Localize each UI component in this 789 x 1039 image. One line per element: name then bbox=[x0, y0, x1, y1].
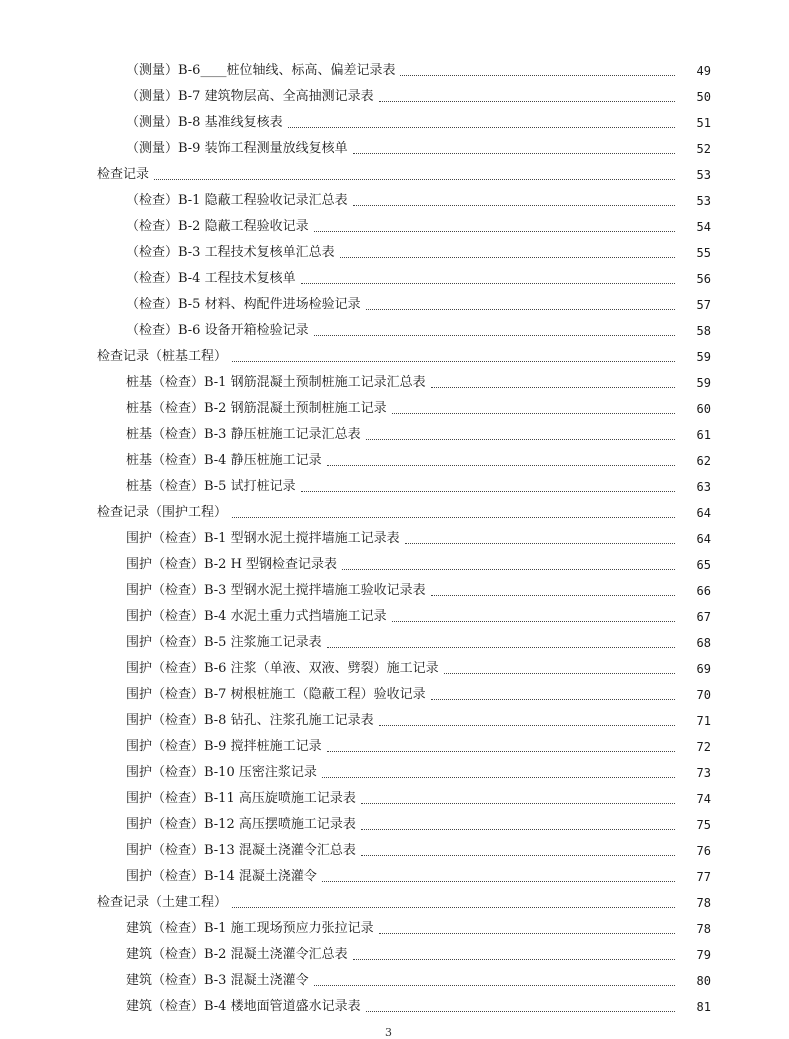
toc-entry-label: 检查记录（围护工程） bbox=[97, 505, 228, 520]
toc-entry[interactable] bbox=[0, 292, 789, 318]
table-of-contents bbox=[0, 58, 789, 1020]
toc-entry-label: 建筑（检查）B-3 混凝土浇灌令 bbox=[126, 973, 309, 988]
toc-entry[interactable] bbox=[0, 552, 789, 578]
toc-entry-label: 围护（检查）B-1 型钢水泥土搅拌墙施工记录表 bbox=[126, 531, 400, 546]
toc-entry-page-number: 81 bbox=[696, 1000, 711, 1014]
toc-section-entry[interactable] bbox=[0, 890, 789, 916]
toc-entry-page-number: 64 bbox=[696, 506, 711, 520]
toc-entry-page-number: 66 bbox=[696, 584, 711, 598]
toc-entry-page-number: 72 bbox=[696, 740, 711, 754]
toc-dot-leader bbox=[392, 413, 675, 414]
toc-entry-label: （检查）B-1 隐蔽工程验收记录汇总表 bbox=[126, 193, 348, 208]
toc-dot-leader bbox=[366, 1011, 675, 1012]
toc-entry-page-number: 61 bbox=[696, 428, 711, 442]
toc-dot-leader bbox=[327, 647, 675, 648]
toc-dot-leader bbox=[366, 439, 675, 440]
toc-entry-page-number: 52 bbox=[696, 142, 711, 156]
toc-entry-page-number: 64 bbox=[696, 532, 711, 546]
toc-entry-label: 围护（检查）B-12 高压摆喷施工记录表 bbox=[126, 817, 356, 832]
toc-dot-leader bbox=[400, 75, 675, 76]
toc-entry-label: （测量）B-9 装饰工程测量放线复核单 bbox=[126, 141, 348, 156]
toc-entry-label: 桩基（检查）B-1 钢筋混凝土预制桩施工记录汇总表 bbox=[126, 375, 426, 390]
toc-entry[interactable] bbox=[0, 630, 789, 656]
toc-entry-label: （检查）B-4 工程技术复核单 bbox=[126, 271, 296, 286]
toc-entry[interactable] bbox=[0, 110, 789, 136]
toc-dot-leader bbox=[327, 751, 675, 752]
toc-entry-label: 围护（检查）B-8 钻孔、注浆孔施工记录表 bbox=[126, 713, 374, 728]
toc-entry[interactable] bbox=[0, 526, 789, 552]
toc-entry[interactable] bbox=[0, 448, 789, 474]
toc-entry[interactable] bbox=[0, 994, 789, 1020]
toc-dot-leader bbox=[327, 465, 675, 466]
toc-entry-page-number: 59 bbox=[696, 376, 711, 390]
toc-entry-label: （检查）B-5 材料、构配件进场检验记录 bbox=[126, 297, 361, 312]
toc-entry[interactable] bbox=[0, 422, 789, 448]
toc-entry[interactable] bbox=[0, 916, 789, 942]
toc-dot-leader bbox=[353, 205, 675, 206]
toc-entry[interactable] bbox=[0, 58, 789, 84]
toc-entry-label: （检查）B-6 设备开箱检验记录 bbox=[126, 323, 309, 338]
toc-entry-page-number: 57 bbox=[696, 298, 711, 312]
toc-entry-label: 围护（检查）B-13 混凝土浇灌令汇总表 bbox=[126, 843, 356, 858]
toc-entry-label: 建筑（检查）B-1 施工现场预应力张拉记录 bbox=[126, 921, 374, 936]
toc-entry[interactable] bbox=[0, 396, 789, 422]
toc-dot-leader bbox=[361, 829, 675, 830]
toc-entry-label: 检查记录（土建工程） bbox=[97, 895, 228, 910]
toc-dot-leader bbox=[322, 881, 675, 882]
toc-entry[interactable] bbox=[0, 734, 789, 760]
toc-entry-label: （测量）B-6____桩位轴线、标高、偏差记录表 bbox=[126, 63, 396, 78]
toc-dot-leader bbox=[232, 907, 675, 908]
toc-dot-leader bbox=[232, 517, 675, 518]
toc-entry-label: 检查记录（桩基工程） bbox=[97, 349, 228, 364]
toc-entry-page-number: 51 bbox=[696, 116, 711, 130]
toc-entry[interactable] bbox=[0, 240, 789, 266]
toc-entry[interactable] bbox=[0, 942, 789, 968]
toc-entry-page-number: 63 bbox=[696, 480, 711, 494]
toc-entry-page-number: 53 bbox=[696, 168, 711, 182]
toc-entry[interactable] bbox=[0, 760, 789, 786]
toc-entry[interactable] bbox=[0, 838, 789, 864]
footer-page-number: 3 bbox=[385, 1026, 392, 1039]
toc-dot-leader bbox=[353, 959, 675, 960]
toc-entry-page-number: 71 bbox=[696, 714, 711, 728]
toc-dot-leader bbox=[314, 231, 675, 232]
toc-entry-label: 桩基（检查）B-5 试打桩记录 bbox=[126, 479, 296, 494]
toc-dot-leader bbox=[340, 257, 675, 258]
toc-entry-label: 围护（检查）B-9 搅拌桩施工记录 bbox=[126, 739, 322, 754]
toc-dot-leader bbox=[379, 101, 675, 102]
toc-entry[interactable] bbox=[0, 968, 789, 994]
toc-entry[interactable] bbox=[0, 604, 789, 630]
toc-entry-label: 围护（检查）B-6 注浆（单液、双液、劈裂）施工记录 bbox=[126, 661, 439, 676]
toc-entry-label: 围护（检查）B-3 型钢水泥土搅拌墙施工验收记录表 bbox=[126, 583, 426, 598]
toc-entry-page-number: 73 bbox=[696, 766, 711, 780]
toc-entry[interactable] bbox=[0, 786, 789, 812]
toc-entry-label: 桩基（检查）B-3 静压桩施工记录汇总表 bbox=[126, 427, 361, 442]
toc-dot-leader bbox=[342, 569, 675, 570]
toc-entry-label: 围护（检查）B-2 H 型钢检查记录表 bbox=[126, 557, 338, 572]
toc-entry[interactable] bbox=[0, 370, 789, 396]
toc-entry-page-number: 69 bbox=[696, 662, 711, 676]
toc-entry[interactable] bbox=[0, 864, 789, 890]
toc-entry-page-number: 76 bbox=[696, 844, 711, 858]
toc-entry[interactable] bbox=[0, 474, 789, 500]
toc-entry[interactable] bbox=[0, 656, 789, 682]
toc-dot-leader bbox=[361, 855, 675, 856]
toc-entry-page-number: 56 bbox=[696, 272, 711, 286]
toc-entry-label: 围护（检查）B-14 混凝土浇灌令 bbox=[126, 869, 317, 884]
toc-entry-page-number: 68 bbox=[696, 636, 711, 650]
toc-dot-leader bbox=[361, 803, 675, 804]
toc-entry-page-number: 62 bbox=[696, 454, 711, 468]
toc-dot-leader bbox=[379, 725, 675, 726]
toc-entry-label: （测量）B-7 建筑物层高、全高抽测记录表 bbox=[126, 89, 374, 104]
toc-section-entry[interactable] bbox=[0, 162, 789, 188]
toc-entry-page-number: 55 bbox=[696, 246, 711, 260]
toc-entry-label: 围护（检查）B-11 高压旋喷施工记录表 bbox=[126, 791, 356, 806]
toc-dot-leader bbox=[379, 933, 675, 934]
toc-entry[interactable] bbox=[0, 318, 789, 344]
toc-entry-page-number: 50 bbox=[696, 90, 711, 104]
toc-entry-page-number: 65 bbox=[696, 558, 711, 572]
toc-dot-leader bbox=[314, 985, 675, 986]
toc-entry[interactable] bbox=[0, 136, 789, 162]
toc-dot-leader bbox=[322, 777, 675, 778]
toc-dot-leader bbox=[232, 361, 675, 362]
toc-entry-page-number: 78 bbox=[696, 922, 711, 936]
toc-entry-label: 围护（检查）B-7 树根桩施工（隐蔽工程）验收记录 bbox=[126, 687, 426, 702]
toc-entry-label: （测量）B-8 基准线复核表 bbox=[126, 115, 283, 130]
toc-dot-leader bbox=[301, 491, 675, 492]
toc-dot-leader bbox=[405, 543, 675, 544]
toc-dot-leader bbox=[431, 595, 675, 596]
toc-entry-page-number: 70 bbox=[696, 688, 711, 702]
toc-dot-leader bbox=[301, 283, 675, 284]
toc-entry[interactable] bbox=[0, 84, 789, 110]
toc-entry[interactable] bbox=[0, 812, 789, 838]
toc-entry-page-number: 80 bbox=[696, 974, 711, 988]
toc-entry[interactable] bbox=[0, 708, 789, 734]
toc-entry-page-number: 67 bbox=[696, 610, 711, 624]
toc-entry-page-number: 54 bbox=[696, 220, 711, 234]
toc-entry-label: （检查）B-2 隐蔽工程验收记录 bbox=[126, 219, 309, 234]
toc-entry-page-number: 78 bbox=[696, 896, 711, 910]
toc-entry-label: 桩基（检查）B-2 钢筋混凝土预制桩施工记录 bbox=[126, 401, 387, 416]
toc-entry-page-number: 53 bbox=[696, 194, 711, 208]
toc-entry-label: 建筑（检查）B-4 楼地面管道盛水记录表 bbox=[126, 999, 361, 1014]
toc-entry-page-number: 49 bbox=[696, 64, 711, 78]
toc-dot-leader bbox=[444, 673, 675, 674]
toc-entry-label: 检查记录 bbox=[97, 167, 150, 182]
toc-entry-label: 围护（检查）B-5 注浆施工记录表 bbox=[126, 635, 322, 650]
toc-entry-page-number: 79 bbox=[696, 948, 711, 962]
toc-entry[interactable] bbox=[0, 578, 789, 604]
toc-entry-page-number: 59 bbox=[696, 350, 711, 364]
toc-entry-page-number: 58 bbox=[696, 324, 711, 338]
toc-section-entry[interactable] bbox=[0, 500, 789, 526]
toc-entry-label: 围护（检查）B-4 水泥土重力式挡墙施工记录 bbox=[126, 609, 387, 624]
toc-entry-page-number: 77 bbox=[696, 870, 711, 884]
toc-entry[interactable] bbox=[0, 682, 789, 708]
toc-entry-label: 围护（检查）B-10 压密注浆记录 bbox=[126, 765, 317, 780]
toc-entry-label: 建筑（检查）B-2 混凝土浇灌令汇总表 bbox=[126, 947, 348, 962]
toc-dot-leader bbox=[288, 127, 675, 128]
toc-entry-page-number: 75 bbox=[696, 818, 711, 832]
toc-entry-label: 桩基（检查）B-4 静压桩施工记录 bbox=[126, 453, 322, 468]
toc-dot-leader bbox=[431, 699, 675, 700]
toc-entry-label: （检查）B-3 工程技术复核单汇总表 bbox=[126, 245, 335, 260]
toc-dot-leader bbox=[314, 335, 675, 336]
toc-entry-page-number: 74 bbox=[696, 792, 711, 806]
toc-dot-leader bbox=[431, 387, 675, 388]
toc-dot-leader bbox=[366, 309, 675, 310]
toc-entry[interactable] bbox=[0, 188, 789, 214]
toc-dot-leader bbox=[154, 179, 675, 180]
toc-entry[interactable] bbox=[0, 266, 789, 292]
toc-entry[interactable] bbox=[0, 214, 789, 240]
toc-dot-leader bbox=[353, 153, 675, 154]
toc-entry-page-number: 60 bbox=[696, 402, 711, 416]
toc-dot-leader bbox=[392, 621, 675, 622]
toc-section-entry[interactable] bbox=[0, 344, 789, 370]
